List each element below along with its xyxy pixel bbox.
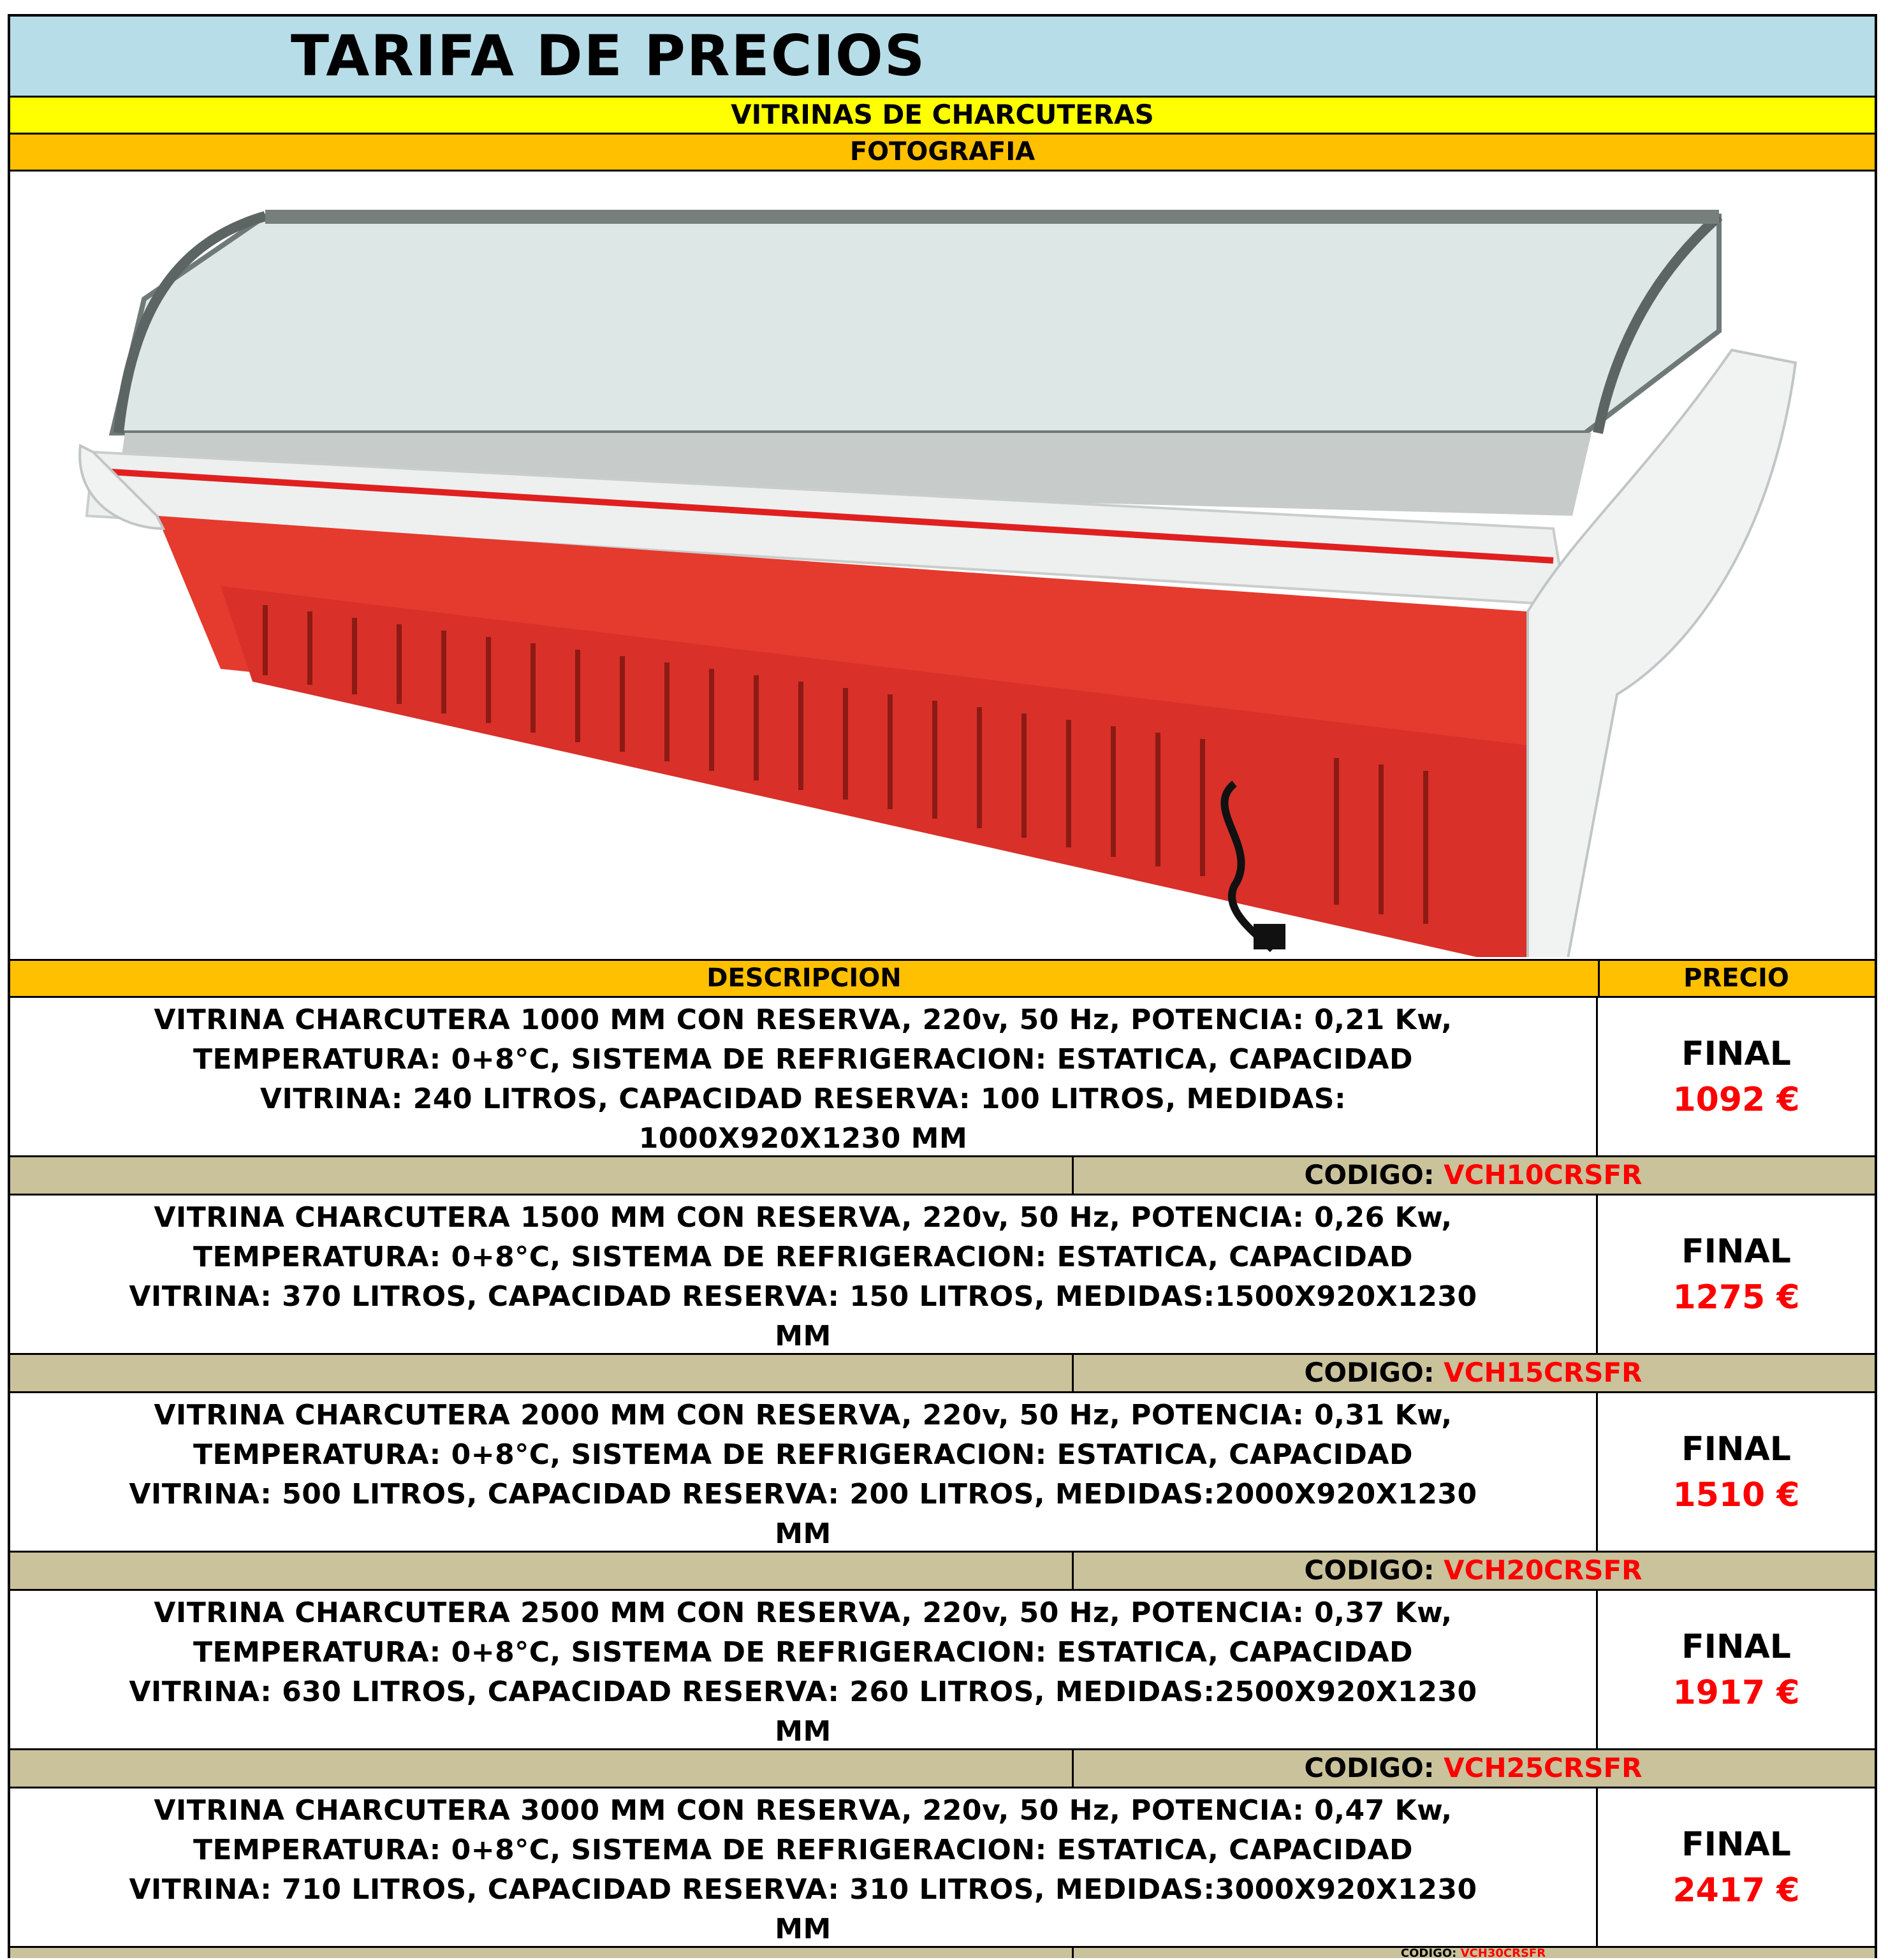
product-code bbox=[1072, 1750, 1875, 1787]
price-cell bbox=[1598, 998, 1875, 1155]
description-line: VITRINA: 240 LITROS, CAPACIDAD RESERVA: 100 LITROS, MEDIDAS: bbox=[260, 1083, 1347, 1115]
final-label: FINAL bbox=[1681, 1430, 1791, 1468]
description-line: MM bbox=[775, 1913, 831, 1945]
product-row bbox=[10, 1787, 1875, 1946]
product-code bbox=[1072, 1948, 1875, 1958]
price-cell bbox=[1598, 1196, 1875, 1353]
code-row-spacer bbox=[10, 1553, 1074, 1589]
product-description bbox=[10, 998, 1598, 1155]
description-line: VITRINA: 710 LITROS, CAPACIDAD RESERVA: 310 LITROS, MEDIDAS:3000X920X1230 bbox=[129, 1873, 1477, 1906]
column-headers bbox=[10, 959, 1875, 996]
product-row bbox=[10, 996, 1875, 1155]
price-amount: 1275 € bbox=[1672, 1278, 1800, 1317]
price-cell bbox=[1598, 1591, 1875, 1748]
title-bar bbox=[10, 14, 1875, 96]
description-line: MM bbox=[775, 1518, 831, 1550]
price-amount: 1917 € bbox=[1672, 1674, 1800, 1712]
final-label: FINAL bbox=[1681, 1035, 1791, 1073]
description-line: VITRINA CHARCUTERA 2500 MM CON RESERVA, 220v, 50 Hz, POTENCIA: 0,37 Kw, bbox=[154, 1597, 1453, 1629]
code-row bbox=[10, 1748, 1875, 1787]
description-line: VITRINA: 370 LITROS, CAPACIDAD RESERVA: 150 LITROS, MEDIDAS:1500X920X1230 bbox=[129, 1280, 1477, 1313]
price-amount: 2417 € bbox=[1672, 1871, 1800, 1910]
description-line: VITRINA CHARCUTERA 1500 MM CON RESERVA, 220v, 50 Hz, POTENCIA: 0,26 Kw, bbox=[154, 1201, 1453, 1234]
price-sheet bbox=[8, 14, 1877, 1958]
display-case-photo bbox=[10, 172, 1875, 957]
code-value: VCH25CRSFR bbox=[1444, 1752, 1643, 1783]
description-line: VITRINA CHARCUTERA 1000 MM CON RESERVA, 220v, 50 Hz, POTENCIA: 0,21 Kw, bbox=[154, 1004, 1453, 1036]
description-line: TEMPERATURA: 0+8°C, SISTEMA DE REFRIGERACION: ESTATICA, CAPACIDAD bbox=[193, 1241, 1413, 1273]
code-row-spacer bbox=[10, 1750, 1074, 1787]
code-row-spacer bbox=[10, 1157, 1074, 1194]
subtitle-bar: VITRINAS DE CHARCUTERAS bbox=[10, 96, 1875, 133]
product-code bbox=[1072, 1553, 1875, 1589]
code-value: VCH10CRSFR bbox=[1444, 1159, 1643, 1190]
description-line: TEMPERATURA: 0+8°C, SISTEMA DE REFRIGERACION: ESTATICA, CAPACIDAD bbox=[193, 1043, 1413, 1076]
code-row bbox=[10, 1155, 1875, 1194]
price-amount: 1092 € bbox=[1672, 1081, 1800, 1119]
product-row bbox=[10, 1589, 1875, 1748]
glass-canopy bbox=[112, 216, 1719, 433]
code-value: VCH15CRSFR bbox=[1444, 1357, 1643, 1388]
description-line: VITRINA: 630 LITROS, CAPACIDAD RESERVA: 260 LITROS, MEDIDAS:2500X920X1230 bbox=[129, 1676, 1477, 1708]
description-line: MM bbox=[775, 1320, 831, 1352]
page-title: TARIFA DE PRECIOS bbox=[291, 23, 926, 89]
product-code bbox=[1072, 1157, 1875, 1194]
final-label: FINAL bbox=[1681, 1232, 1791, 1271]
final-label: FINAL bbox=[1681, 1628, 1791, 1666]
code-row-spacer bbox=[10, 1355, 1074, 1391]
price-cell bbox=[1598, 1788, 1875, 1946]
description-line: TEMPERATURA: 0+8°C, SISTEMA DE REFRIGERACION: ESTATICA, CAPACIDAD bbox=[193, 1636, 1413, 1669]
code-label: CODIGO: bbox=[1304, 1357, 1444, 1388]
photo-label: FOTOGRAFIA bbox=[10, 133, 1875, 170]
code-label: CODIGO: bbox=[1400, 1947, 1461, 1960]
code-row bbox=[10, 1551, 1875, 1589]
description-header: DESCRIPCION bbox=[10, 961, 1600, 996]
power-plug bbox=[1254, 924, 1285, 949]
code-row-spacer bbox=[10, 1948, 1074, 1958]
description-line: 1000X920X1230 MM bbox=[638, 1122, 968, 1155]
description-line: VITRINA: 500 LITROS, CAPACIDAD RESERVA: 200 LITROS, MEDIDAS:2000X920X1230 bbox=[129, 1478, 1477, 1510]
product-description bbox=[10, 1788, 1598, 1946]
final-label: FINAL bbox=[1681, 1825, 1791, 1864]
code-value: VCH30CRSFR bbox=[1460, 1947, 1546, 1960]
description-line: VITRINA CHARCUTERA 2000 MM CON RESERVA, 220v, 50 Hz, POTENCIA: 0,31 Kw, bbox=[154, 1399, 1453, 1431]
product-row bbox=[10, 1391, 1875, 1551]
price-header: PRECIO bbox=[1683, 963, 1789, 993]
code-label: CODIGO: bbox=[1304, 1554, 1444, 1586]
product-photo-area bbox=[10, 170, 1875, 959]
description-line: TEMPERATURA: 0+8°C, SISTEMA DE REFRIGERACION: ESTATICA, CAPACIDAD bbox=[193, 1438, 1413, 1471]
code-label: CODIGO: bbox=[1304, 1159, 1444, 1190]
code-label: CODIGO: bbox=[1304, 1752, 1444, 1783]
code-row bbox=[10, 1353, 1875, 1391]
description-line: MM bbox=[775, 1715, 831, 1748]
code-row bbox=[10, 1946, 1875, 1958]
product-row bbox=[10, 1194, 1875, 1353]
description-line: TEMPERATURA: 0+8°C, SISTEMA DE REFRIGERACION: ESTATICA, CAPACIDAD bbox=[193, 1834, 1413, 1866]
top-rail bbox=[265, 210, 1719, 224]
product-code bbox=[1072, 1355, 1875, 1391]
price-amount: 1510 € bbox=[1672, 1476, 1800, 1514]
product-description bbox=[10, 1196, 1598, 1353]
product-description bbox=[10, 1393, 1598, 1551]
code-value: VCH20CRSFR bbox=[1444, 1554, 1643, 1586]
product-description bbox=[10, 1591, 1598, 1748]
price-cell bbox=[1598, 1393, 1875, 1551]
description-line: VITRINA CHARCUTERA 3000 MM CON RESERVA, 220v, 50 Hz, POTENCIA: 0,47 Kw, bbox=[154, 1794, 1453, 1827]
